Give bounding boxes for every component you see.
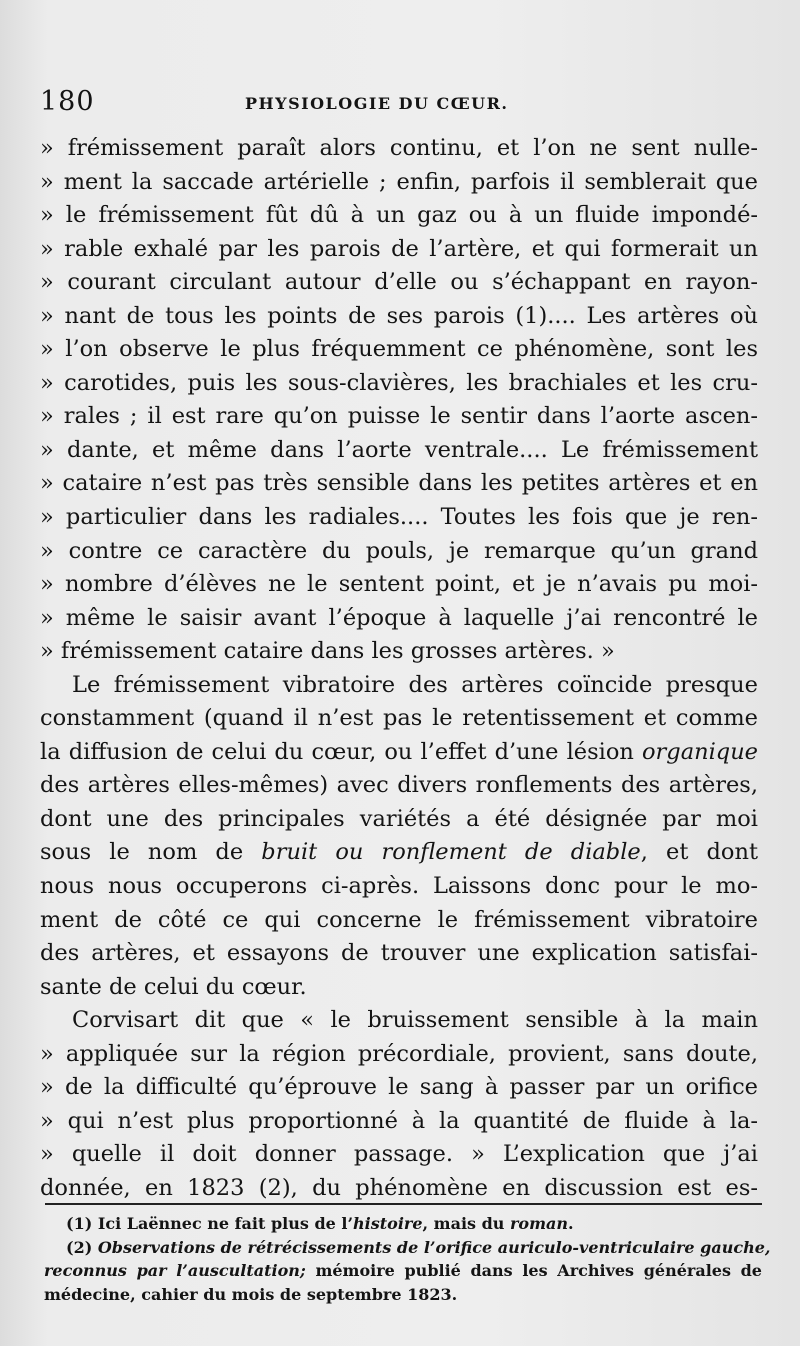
body-text: [40, 132, 758, 1206]
paragraph-start-line: Le frémissement vibratoire des artères coïncide presque: [72, 671, 758, 698]
body-line-segment: sous le nom de: [40, 839, 244, 866]
footnote-text: Ici Laënnec ne fait plus de l’: [97, 1214, 354, 1233]
footnote-italic: roman: [510, 1214, 569, 1233]
body-line: » de la difficulté qu’éprouve le sang à passer par un orifice: [40, 1074, 758, 1101]
page-number: 180: [40, 86, 95, 117]
footnote-number: (1): [66, 1214, 93, 1233]
footnote-italic: histoire: [353, 1214, 423, 1233]
footnote-2-line-2: [44, 1259, 762, 1283]
body-line: » frémissement cataire dans les grosses artères. »: [40, 638, 615, 665]
footnotes: [44, 1212, 771, 1306]
body-line: » frémissement paraît alors continu, et l’on ne sent nulle-: [40, 135, 758, 161]
body-line: » contre ce caractère du pouls, je remarque qu’un grand: [40, 537, 758, 564]
body-line: » qui n’est plus proportionné à la quantité de fluide à la-: [40, 1107, 758, 1134]
body-line: » courant circulant autour d’elle ou s’échappant en rayon-: [40, 269, 758, 296]
body-line: » cataire n’est pas très sensible dans les petites artères et en: [40, 470, 758, 497]
body-line-segment: la diffusion de celui du cœur, ou l’effet d’une lésion: [40, 738, 634, 765]
body-line: » le frémissement fût dû à un gaz ou à un fluide impondé-: [40, 202, 758, 229]
body-line: des artères elles-mêmes) avec divers ronflements des artères,: [40, 772, 758, 799]
body-line: » particulier dans les radiales.... Toutes les fois que je ren-: [40, 504, 758, 531]
footnote-2-line-3: médecine, cahier du mois de septembre 1823.: [44, 1284, 458, 1304]
body-line: » nombre d’élèves ne le sentent point, et je n’avais pu moi-: [40, 571, 758, 598]
body-line: » rales ; il est rare qu’on puisse le sentir dans l’aorte ascen-: [40, 403, 758, 430]
body-line-with-italic: [40, 836, 758, 870]
footnote-2: [44, 1236, 771, 1260]
footnote-italic: Observations de rétrécissements de l’orifice auriculo-ventriculaire gauche,: [97, 1237, 771, 1257]
body-line: ment de côté ce qui concerne le frémissement vibratoire: [40, 906, 758, 933]
footnote-text: .: [568, 1214, 574, 1233]
italic-term: organique: [641, 738, 758, 765]
paragraph-start-line: Corvisart dit que « le bruissement sensible à la main: [72, 1007, 758, 1034]
footnote-italic: reconnus par l’auscultation;: [44, 1261, 306, 1280]
body-line: » même le saisir avant l’époque à laquelle j’ai rencontré le: [40, 604, 758, 631]
body-line: » quelle il doit donner passage. » L’explication que j’ai: [40, 1141, 758, 1168]
body-line: des artères, et essayons de trouver une explication satisfai-: [40, 940, 758, 967]
page-header: [40, 86, 760, 120]
body-line: » l’on observe le plus fréquemment ce phénomène, sont les: [40, 336, 758, 363]
running-title: PHYSIOLOGIE DU CŒUR.: [245, 94, 509, 113]
body-line: » nant de tous les points de ses parois (1).... Les artères où: [40, 302, 758, 329]
body-line: » dante, et même dans l’aorte ventrale.... Le frémissement: [40, 436, 758, 463]
body-line: constamment (quand il n’est pas le retentissement et comme: [40, 705, 758, 732]
body-line: » carotides, puis les sous-clavières, les brachiales et les cru-: [40, 369, 758, 396]
body-line: nous nous occuperons ci-après. Laissons donc pour le mo-: [40, 873, 758, 900]
body-line: » ment la saccade artérielle ; enfin, parfois il semblerait que: [40, 168, 758, 195]
footnote-text: , mais du: [422, 1214, 505, 1233]
body-line: » rable exhalé par les parois de l’artère, et qui formerait un: [40, 235, 758, 262]
body-line-segment: , et dont: [640, 839, 759, 866]
footnote-number: (2): [66, 1237, 93, 1257]
body-line: » appliquée sur la région précordiale, provient, sans doute,: [40, 1040, 758, 1067]
footnote-divider: [45, 1203, 762, 1205]
body-line-with-italic: [40, 736, 758, 770]
body-line: dont une des principales variétés a été désignée par moi: [40, 805, 758, 832]
footnote-text: mémoire publié dans les Archives générales de: [305, 1261, 762, 1280]
italic-term: bruit ou ronflement de diable: [261, 839, 641, 866]
footnote-1: [44, 1212, 762, 1236]
body-line: donnée, en 1823 (2), du phénomène en discussion est es-: [40, 1174, 758, 1201]
body-line: sante de celui du cœur.: [40, 973, 307, 1000]
